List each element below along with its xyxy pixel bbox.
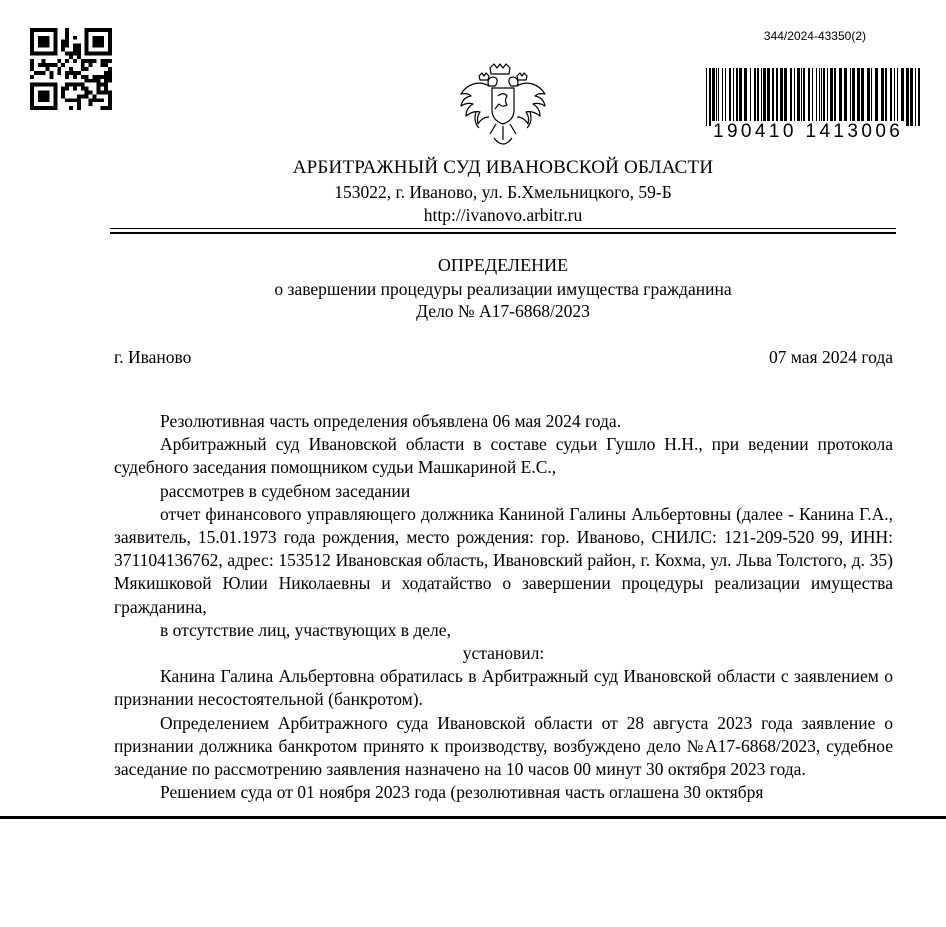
issue-city: г. Иваново — [114, 347, 192, 367]
paragraph-operative-part: Резолютивная часть определения объявлена 06 мая 2024 года. — [160, 411, 622, 431]
court-address: 153022, г. Иваново, ул. Б.Хмельницкого, 59-Б — [334, 182, 672, 202]
paragraph-report: отчет финансового управляющего должника Каниной Галины Альбертовны (далее - Канина Г.А., заявитель, 15.01.1973 года рождения, место рождения: гор. Иваново, СНИЛС: 121-209-520 99, ИНН: 371104136762, адрес: 153512 Ивановская область, Ивановский район, г. Кохма, ул. Льва Толстого, д. 35) Мякишковой Юлии Николаевны и ходатайство о завершении процедуры реализации имущества гражданина, — [114, 503, 893, 617]
document-subtitle: о завершении процедуры реализации имущества гражданина — [274, 279, 732, 299]
document-title: ОПРЕДЕЛЕНИЕ — [437, 255, 569, 275]
barcode-digits: 190410 1413006 — [713, 121, 904, 142]
header-divider-thin — [110, 228, 896, 229]
blank-area — [0, 819, 946, 927]
paragraph-decision: Решением суда от 01 ноября 2023 года (резолютивная часть оглашена 30 октября — [160, 782, 764, 803]
paragraph-court-composition: Арбитражный суд Ивановской области в составе судьи Гушло Н.Н., при ведении протокола судебного заседания помощником судьи Машкариной Е.С., — [114, 434, 893, 478]
document-reference-number: 344/2024-43350(2) — [763, 29, 866, 43]
russian-coat-of-arms-icon — [456, 62, 550, 150]
barcode-icon — [705, 68, 923, 126]
paragraph-considering: рассмотрев в судебном заседании — [160, 480, 411, 501]
qr-code-icon — [30, 28, 112, 110]
paragraph-application: Канина Галина Альбертовна обратилась в Арбитражный суд Ивановской области с заявлением о признании несостоятельной (банкротом). — [114, 666, 893, 710]
court-website: http://ivanovo.arbitr.ru — [423, 205, 583, 225]
issue-date: 07 мая 2024 года — [768, 347, 893, 367]
paragraph-absence: в отсутствие лиц, участвующих в деле, — [160, 619, 451, 640]
paragraph-established: установил: — [462, 643, 545, 664]
court-name: АРБИТРАЖНЫЙ СУД ИВАНОВСКОЙ ОБЛАСТИ — [292, 157, 714, 178]
paragraph-acceptance: Определением Арбитражного суда Ивановской области от 28 августа 2023 года заявление о признании должника банкротом принято к производству, возбуждено дело №А17-6868/2023, судебное заседание по рассмотрению заявления назначено на 10 часов 00 минут 30 октября 2023 года. — [114, 712, 893, 780]
ruling-body — [114, 410, 893, 804]
case-number: Дело № А17-6868/2023 — [416, 301, 590, 321]
header-divider-thick — [110, 232, 896, 234]
